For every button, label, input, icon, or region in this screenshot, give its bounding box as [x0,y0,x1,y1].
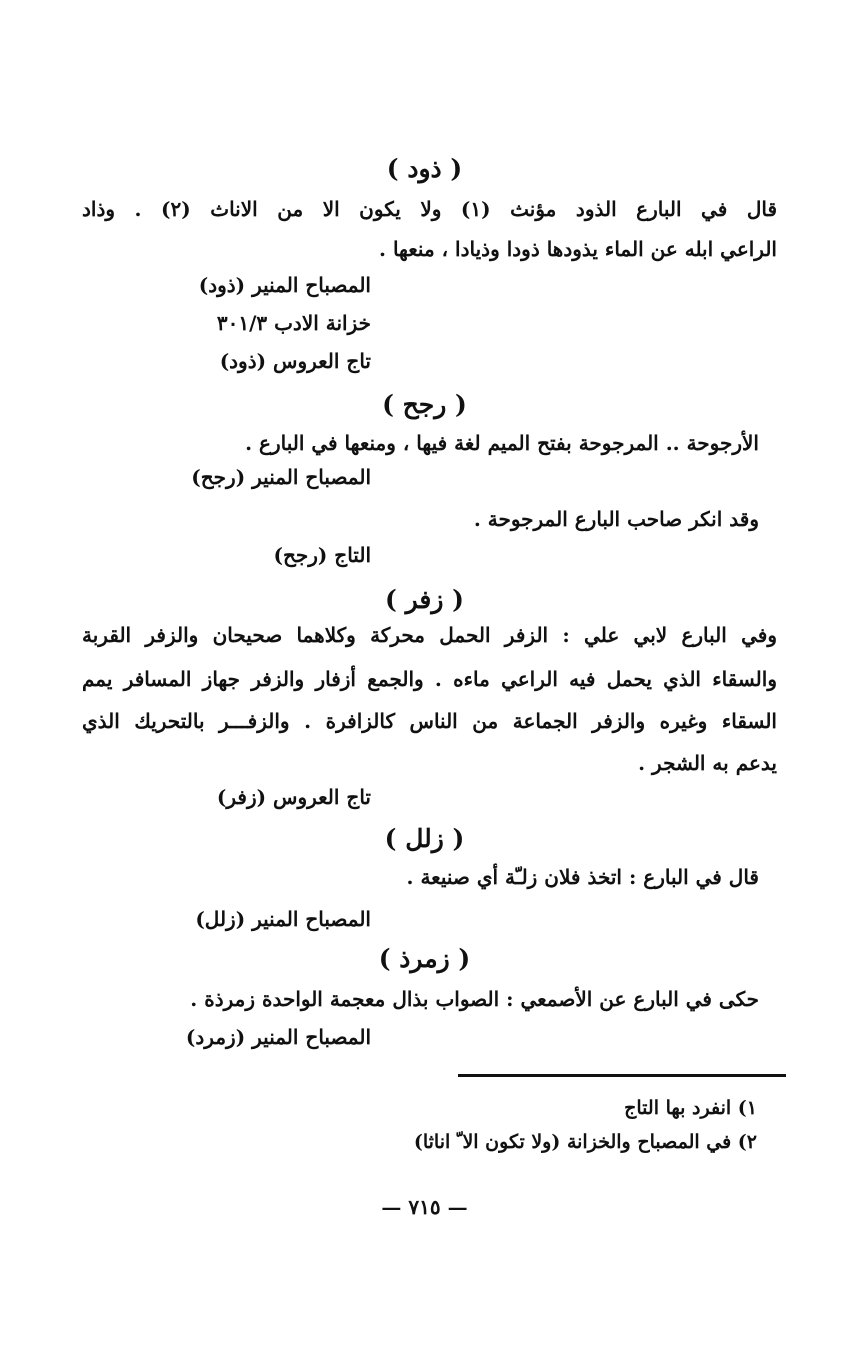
reference-line: المصباح المنير (زلل) [195,907,371,931]
entry-text-line: قال في البارع الذود مؤنث (١) ولا يكون الا من الاناث (٢) . وذاد [82,197,778,221]
reference-line: المصباح المنير (رجح) [191,465,371,489]
reference-line: المصباح المنير (زمرد) [185,1025,371,1049]
entry-text-line: الراعي ابله عن الماء يذودها ذودا وذيادا ، منعها . [379,237,777,261]
reference-line: التاج (رجح) [273,543,371,567]
entry-heading-zalal: ( زلل ) [384,824,465,853]
footnote-2: ٢) في المصباح والخزانة (ولا تكون الا ّ اناثا) [413,1131,757,1153]
reference-line: تاج العروس (زفر) [216,785,371,809]
page-number: — ٧١٥ — [381,1195,468,1219]
reference-line: خزانة الادب ٣٠١/٣ [216,311,371,335]
entry-text-line: حكى في البارع عن الأصمعي : الصواب بذال معجمة الواحدة زمرذة . [190,987,759,1011]
entry-text-line: قال في البارع : اتخذ فلان زلـّة أي صنيعة . [406,865,759,889]
entry-text-line: وقد انكر صاحب البارع المرجوحة . [473,507,759,531]
reference-line: تاج العروس (ذود) [219,349,371,373]
entry-heading-rajah: ( رجح ) [382,390,467,419]
reference-line: المصباح المنير (ذود) [198,273,371,297]
entry-text-line: الأرجوحة .. المرجوحة بفتح الميم لغة فيها ، ومنعها في البارع . [245,431,759,455]
entry-text-line: يدعم به الشجر . [638,751,777,775]
entry-heading-zumurrudh: ( زمرذ ) [378,944,471,973]
entry-text-line: والسقاء الذي يحمل فيه الراعي ماءه . والجمع أزفار والزفر جهاز المسافر يمم [82,667,777,691]
entry-heading-zafar: ( زفر ) [385,585,464,614]
entry-text-line: السقاء وغيره والزفر الجماعة من الناس كالزافرة . والزفـــر بالتحريك الذي [82,709,777,733]
entry-text-line: وفي البارع لابي علي : الزفر الحمل محركة وكلاهما صحيحان والزفر القربة [82,623,777,647]
entry-heading-dhawd: ( ذود ) [386,154,463,183]
footnote-divider [458,1074,786,1077]
footnote-1: ١) انفرد بها التاج [624,1097,757,1119]
